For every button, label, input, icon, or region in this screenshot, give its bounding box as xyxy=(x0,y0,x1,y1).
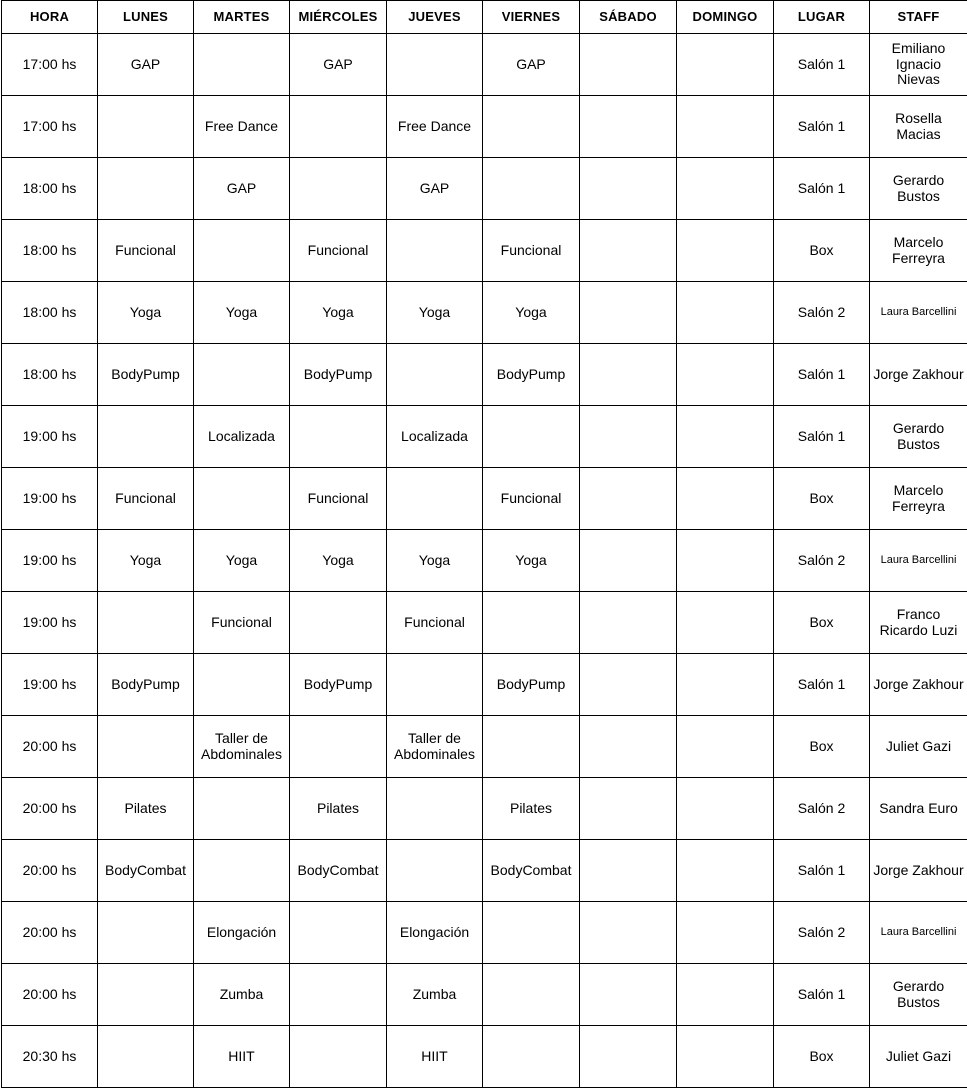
cell-empty xyxy=(580,282,677,344)
cell-lugar: Box xyxy=(774,220,870,282)
table-row xyxy=(2,34,967,96)
cell-class-miercoles: BodyPump xyxy=(290,344,387,406)
cell-empty xyxy=(580,592,677,654)
cell-class-jueves: Yoga xyxy=(387,530,483,592)
table-row xyxy=(2,344,967,406)
cell-empty xyxy=(580,158,677,220)
cell-empty xyxy=(677,654,774,716)
cell-staff: Gerardo Bustos xyxy=(870,158,967,220)
cell-empty xyxy=(580,840,677,902)
cell-empty xyxy=(677,96,774,158)
cell-empty xyxy=(677,902,774,964)
cell-class-miercoles: Yoga xyxy=(290,530,387,592)
table-row xyxy=(2,778,967,840)
table-row xyxy=(2,592,967,654)
cell-empty xyxy=(677,716,774,778)
cell-staff: Laura Barcellini xyxy=(870,282,967,344)
cell-hora: 19:00 hs xyxy=(2,468,98,530)
cell-empty xyxy=(98,902,194,964)
cell-empty xyxy=(677,592,774,654)
cell-class-jueves: Free Dance xyxy=(387,96,483,158)
cell-empty xyxy=(290,406,387,468)
cell-empty xyxy=(98,964,194,1026)
cell-empty xyxy=(290,158,387,220)
cell-class-lunes: BodyCombat xyxy=(98,840,194,902)
cell-staff: Emiliano Ignacio Nievas xyxy=(870,34,967,96)
cell-empty xyxy=(194,34,290,96)
cell-class-lunes: Pilates xyxy=(98,778,194,840)
cell-empty xyxy=(483,158,580,220)
cell-staff: Marcelo Ferreyra xyxy=(870,220,967,282)
column-header-miercoles: MIÉRCOLES xyxy=(290,1,387,34)
cell-staff: Jorge Zakhour xyxy=(870,840,967,902)
cell-empty xyxy=(580,778,677,840)
table-row xyxy=(2,902,967,964)
cell-lugar: Salón 1 xyxy=(774,654,870,716)
table-row xyxy=(2,964,967,1026)
cell-empty xyxy=(677,282,774,344)
cell-lugar: Salón 2 xyxy=(774,530,870,592)
table-row xyxy=(2,282,967,344)
cell-class-martes: Taller de Abdominales xyxy=(194,716,290,778)
cell-class-viernes: Funcional xyxy=(483,468,580,530)
table-row xyxy=(2,406,967,468)
table-row xyxy=(2,158,967,220)
cell-lugar: Salón 1 xyxy=(774,344,870,406)
cell-class-lunes: Yoga xyxy=(98,282,194,344)
cell-staff: Juliet Gazi xyxy=(870,716,967,778)
cell-hora: 18:00 hs xyxy=(2,282,98,344)
cell-empty xyxy=(194,468,290,530)
cell-lugar: Salón 1 xyxy=(774,840,870,902)
cell-class-viernes: BodyCombat xyxy=(483,840,580,902)
cell-lugar: Salón 2 xyxy=(774,282,870,344)
table-row xyxy=(2,654,967,716)
cell-class-viernes: Pilates xyxy=(483,778,580,840)
cell-class-martes: Localizada xyxy=(194,406,290,468)
cell-empty xyxy=(387,840,483,902)
cell-hora: 20:00 hs xyxy=(2,840,98,902)
cell-class-martes: Zumba xyxy=(194,964,290,1026)
cell-staff: Marcelo Ferreyra xyxy=(870,468,967,530)
cell-empty xyxy=(677,406,774,468)
cell-class-martes: HIIT xyxy=(194,1026,290,1088)
cell-class-jueves: Zumba xyxy=(387,964,483,1026)
column-header-sabado: SÁBADO xyxy=(580,1,677,34)
cell-class-martes: GAP xyxy=(194,158,290,220)
cell-empty xyxy=(98,406,194,468)
cell-class-jueves: Localizada xyxy=(387,406,483,468)
cell-empty xyxy=(98,158,194,220)
cell-staff: Gerardo Bustos xyxy=(870,964,967,1026)
cell-empty xyxy=(483,96,580,158)
cell-hora: 20:00 hs xyxy=(2,964,98,1026)
schedule-table xyxy=(1,0,967,1088)
cell-empty xyxy=(290,592,387,654)
cell-hora: 19:00 hs xyxy=(2,406,98,468)
cell-hora: 19:00 hs xyxy=(2,530,98,592)
column-header-jueves: JUEVES xyxy=(387,1,483,34)
cell-empty xyxy=(483,1026,580,1088)
cell-lugar: Box xyxy=(774,468,870,530)
cell-lugar: Box xyxy=(774,1026,870,1088)
cell-staff: Juliet Gazi xyxy=(870,1026,967,1088)
cell-class-lunes: Yoga xyxy=(98,530,194,592)
cell-empty xyxy=(387,654,483,716)
cell-hora: 19:00 hs xyxy=(2,654,98,716)
cell-class-lunes: BodyPump xyxy=(98,344,194,406)
cell-empty xyxy=(580,220,677,282)
cell-class-jueves: Elongación xyxy=(387,902,483,964)
cell-empty xyxy=(580,716,677,778)
cell-empty xyxy=(483,902,580,964)
cell-class-martes: Yoga xyxy=(194,530,290,592)
cell-class-viernes: BodyPump xyxy=(483,344,580,406)
cell-class-viernes: Yoga xyxy=(483,282,580,344)
cell-hora: 20:00 hs xyxy=(2,716,98,778)
cell-empty xyxy=(98,1026,194,1088)
cell-class-lunes: Funcional xyxy=(98,220,194,282)
cell-empty xyxy=(677,964,774,1026)
cell-lugar: Salón 1 xyxy=(774,158,870,220)
column-header-staff: STAFF xyxy=(870,1,967,34)
cell-class-martes: Free Dance xyxy=(194,96,290,158)
cell-empty xyxy=(580,96,677,158)
column-header-lugar: LUGAR xyxy=(774,1,870,34)
cell-empty xyxy=(580,406,677,468)
cell-class-lunes: Funcional xyxy=(98,468,194,530)
cell-empty xyxy=(98,716,194,778)
cell-class-jueves: Yoga xyxy=(387,282,483,344)
table-row xyxy=(2,840,967,902)
cell-empty xyxy=(580,530,677,592)
cell-empty xyxy=(194,344,290,406)
cell-class-miercoles: Pilates xyxy=(290,778,387,840)
cell-empty xyxy=(194,220,290,282)
cell-class-viernes: Yoga xyxy=(483,530,580,592)
table-body xyxy=(2,34,967,1088)
cell-lugar: Salón 1 xyxy=(774,406,870,468)
cell-class-martes: Funcional xyxy=(194,592,290,654)
cell-staff: Laura Barcellini xyxy=(870,530,967,592)
cell-empty xyxy=(483,964,580,1026)
cell-empty xyxy=(677,220,774,282)
table-row xyxy=(2,468,967,530)
cell-empty xyxy=(387,344,483,406)
column-header-viernes: VIERNES xyxy=(483,1,580,34)
cell-hora: 20:00 hs xyxy=(2,778,98,840)
cell-class-lunes: BodyPump xyxy=(98,654,194,716)
cell-staff: Laura Barcellini xyxy=(870,902,967,964)
cell-class-miercoles: Funcional xyxy=(290,220,387,282)
cell-hora: 18:00 hs xyxy=(2,158,98,220)
cell-hora: 20:30 hs xyxy=(2,1026,98,1088)
cell-class-miercoles: BodyCombat xyxy=(290,840,387,902)
column-header-hora: HORA xyxy=(2,1,98,34)
cell-class-jueves: HIIT xyxy=(387,1026,483,1088)
cell-empty xyxy=(677,778,774,840)
table-row xyxy=(2,1026,967,1088)
cell-class-miercoles: GAP xyxy=(290,34,387,96)
cell-class-miercoles: Funcional xyxy=(290,468,387,530)
cell-empty xyxy=(194,840,290,902)
cell-empty xyxy=(290,902,387,964)
column-header-martes: MARTES xyxy=(194,1,290,34)
table-row xyxy=(2,716,967,778)
cell-empty xyxy=(677,158,774,220)
cell-class-martes: Yoga xyxy=(194,282,290,344)
cell-empty xyxy=(194,778,290,840)
cell-empty xyxy=(483,406,580,468)
cell-lugar: Box xyxy=(774,592,870,654)
cell-empty xyxy=(98,592,194,654)
cell-hora: 18:00 hs xyxy=(2,220,98,282)
cell-staff: Jorge Zakhour xyxy=(870,654,967,716)
table-row xyxy=(2,96,967,158)
cell-staff: Sandra Euro xyxy=(870,778,967,840)
cell-empty xyxy=(580,1026,677,1088)
cell-empty xyxy=(483,716,580,778)
cell-empty xyxy=(290,964,387,1026)
table-row xyxy=(2,530,967,592)
cell-empty xyxy=(387,778,483,840)
cell-lugar: Box xyxy=(774,716,870,778)
cell-class-miercoles: BodyPump xyxy=(290,654,387,716)
cell-empty xyxy=(483,592,580,654)
cell-staff: Franco Ricardo Luzi xyxy=(870,592,967,654)
header-row xyxy=(2,1,967,34)
cell-class-viernes: Funcional xyxy=(483,220,580,282)
cell-empty xyxy=(580,902,677,964)
cell-empty xyxy=(98,96,194,158)
cell-lugar: Salón 1 xyxy=(774,964,870,1026)
cell-empty xyxy=(580,468,677,530)
cell-empty xyxy=(677,468,774,530)
cell-empty xyxy=(677,34,774,96)
cell-empty xyxy=(387,468,483,530)
cell-empty xyxy=(580,34,677,96)
cell-empty xyxy=(677,530,774,592)
cell-class-jueves: GAP xyxy=(387,158,483,220)
cell-empty xyxy=(290,716,387,778)
table-header xyxy=(2,1,967,34)
cell-lugar: Salón 2 xyxy=(774,778,870,840)
cell-empty xyxy=(677,1026,774,1088)
cell-hora: 17:00 hs xyxy=(2,96,98,158)
cell-staff: Gerardo Bustos xyxy=(870,406,967,468)
table-row xyxy=(2,220,967,282)
cell-hora: 19:00 hs xyxy=(2,592,98,654)
cell-empty xyxy=(580,964,677,1026)
cell-empty xyxy=(290,96,387,158)
cell-lugar: Salón 2 xyxy=(774,902,870,964)
column-header-domingo: DOMINGO xyxy=(677,1,774,34)
cell-staff: Jorge Zakhour xyxy=(870,344,967,406)
cell-lugar: Salón 1 xyxy=(774,96,870,158)
column-header-lunes: LUNES xyxy=(98,1,194,34)
cell-empty xyxy=(677,840,774,902)
cell-empty xyxy=(580,344,677,406)
cell-class-viernes: GAP xyxy=(483,34,580,96)
cell-hora: 17:00 hs xyxy=(2,34,98,96)
cell-lugar: Salón 1 xyxy=(774,34,870,96)
cell-hora: 18:00 hs xyxy=(2,344,98,406)
cell-staff: Rosella Macias xyxy=(870,96,967,158)
cell-class-jueves: Funcional xyxy=(387,592,483,654)
cell-class-viernes: BodyPump xyxy=(483,654,580,716)
cell-hora: 20:00 hs xyxy=(2,902,98,964)
cell-class-jueves: Taller de Abdominales xyxy=(387,716,483,778)
cell-class-lunes: GAP xyxy=(98,34,194,96)
cell-empty xyxy=(290,1026,387,1088)
cell-empty xyxy=(677,344,774,406)
cell-class-miercoles: Yoga xyxy=(290,282,387,344)
cell-empty xyxy=(387,220,483,282)
cell-empty xyxy=(580,654,677,716)
cell-class-martes: Elongación xyxy=(194,902,290,964)
cell-empty xyxy=(194,654,290,716)
cell-empty xyxy=(387,34,483,96)
